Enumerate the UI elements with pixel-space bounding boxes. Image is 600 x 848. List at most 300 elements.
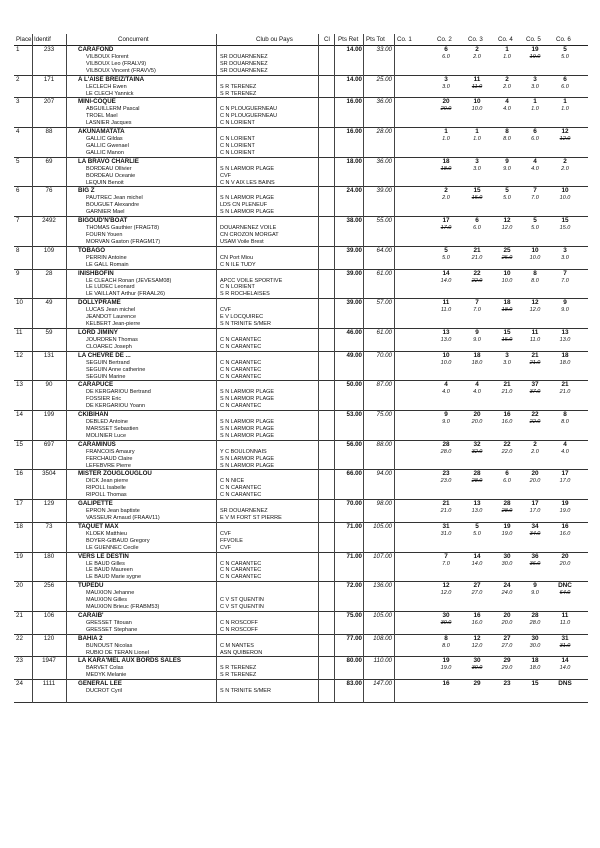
race-place-cell: 30 <box>531 634 539 642</box>
row-crew-line <box>14 604 588 611</box>
pts-ret-cell: 16.00 <box>346 128 362 136</box>
race-place-cell: 9 <box>444 411 448 419</box>
race-place-cell: 22 <box>473 269 481 277</box>
crew-name: BARVET Colas <box>86 665 124 672</box>
race-place-cell: 20 <box>442 98 450 106</box>
crew-name: FRANCOIS Amaury <box>86 448 135 455</box>
race-points-cell: 18.0 <box>529 665 541 672</box>
club-name: C N CARANTEC <box>220 359 262 366</box>
race-place-cell: 31 <box>442 522 450 530</box>
race-points-cell: 21.0 <box>471 254 483 261</box>
crew-name: RIPOLL Isabelle <box>86 485 126 492</box>
pts-ret-cell: 71.00 <box>346 522 362 530</box>
race-points-cell: 2.0 <box>473 54 481 60</box>
race-place-cell: 14 <box>473 552 481 560</box>
race-place-cell: 18 <box>503 299 511 307</box>
crew-name: RUBIO DE TERAN Lionel <box>86 649 149 656</box>
race-points-cell: 8.0 <box>503 136 511 143</box>
race-place-cell: 2 <box>444 187 448 195</box>
race-place-cell: 23 <box>442 470 450 478</box>
pts-ret-cell: 66.00 <box>346 470 362 478</box>
club-name: C N ILE TUDY <box>220 261 256 268</box>
race-points-cell: 9.0 <box>561 307 569 314</box>
pts-tot-cell: 36.00 <box>376 157 392 165</box>
boat-name: MINI-COQUE <box>78 98 116 106</box>
row-crew-line <box>14 360 588 367</box>
race-points-cell: 17.0 <box>559 478 571 485</box>
crew-name: MORVAN Gaston (FRAGM17) <box>86 238 161 245</box>
race-points-cell: 21.0 <box>440 508 452 515</box>
crew-name: BOYER-GIBAUD Gregory <box>86 537 150 544</box>
race-place-cell: 18 <box>442 157 450 165</box>
row-main-line <box>14 582 588 590</box>
pts-ret-cell: 14.00 <box>346 46 362 53</box>
table-row <box>14 553 588 583</box>
club-name: CVF <box>220 530 231 537</box>
race-place-cell: 17 <box>442 217 450 225</box>
race-points-cell: 1.0 <box>473 136 481 143</box>
race-points-dropped: 12.0 <box>559 136 571 143</box>
race-points-cell: 3.0 <box>503 359 511 366</box>
race-place-cell: 21 <box>442 500 450 508</box>
header-co3: Co. 3 <box>468 36 483 43</box>
race-points-cell: 20.0 <box>529 478 541 485</box>
club-name: C N CARANTEC <box>220 485 262 492</box>
club-name: C V ST QUENTIN <box>220 603 264 610</box>
crew-name: BUNOUST Nicolas <box>86 642 133 649</box>
club-name: ASN QUIBERON <box>220 649 263 656</box>
race-points-dropped: 37.0 <box>529 389 541 396</box>
club-name: C N LORIENT <box>220 143 255 150</box>
boat-name: LORD JIMINY <box>78 328 118 336</box>
race-place-cell: 21 <box>503 381 511 389</box>
sail-number-cell: 49 <box>45 299 53 307</box>
row-crew-line <box>14 665 588 672</box>
pts-ret-cell: 77.00 <box>346 634 362 642</box>
row-main-line <box>14 470 588 478</box>
sail-number-cell: 256 <box>43 582 55 590</box>
race-points-cell: 30.0 <box>529 642 541 649</box>
race-points-cell: 13.0 <box>440 336 452 343</box>
place-cell: 13 <box>16 381 23 389</box>
race-place-cell: 12 <box>531 299 539 307</box>
crew-name: JOURDREN Thomas <box>86 336 138 343</box>
column-divider <box>66 34 67 703</box>
row-crew-line <box>14 561 588 568</box>
race-place-cell: 3 <box>475 157 479 165</box>
race-place-cell: 24 <box>503 582 511 590</box>
race-points-cell: 16.0 <box>559 530 571 537</box>
race-place-cell: 9 <box>505 157 509 165</box>
row-main-line <box>14 441 588 449</box>
row-main-line <box>14 680 588 688</box>
crew-name: JEANDOT Laurence <box>86 314 137 321</box>
race-place-cell: 21 <box>531 351 539 359</box>
sail-number-cell: 1111 <box>42 680 56 688</box>
row-main-line <box>14 553 588 561</box>
table-row <box>14 657 588 680</box>
race-points-cell: 10.0 <box>471 106 483 113</box>
pts-ret-cell: 49.00 <box>346 351 362 359</box>
table-row <box>14 411 588 441</box>
pts-ret-cell: 39.00 <box>346 269 362 277</box>
race-place-cell: 5 <box>475 522 479 530</box>
crew-name: BORDEAU Oceanie <box>86 172 136 179</box>
pts-tot-cell: 88.00 <box>376 440 392 448</box>
race-place-cell: 6 <box>563 75 567 83</box>
race-place-cell: 12 <box>561 128 569 136</box>
header-co1: Co. 1 <box>397 36 412 43</box>
row-crew-line <box>14 695 588 702</box>
club-name: S N LARMOR PLAGE <box>220 396 275 403</box>
race-points-dropped: 32.0 <box>471 448 483 455</box>
table-row <box>14 500 588 523</box>
race-points-dropped: 31.0 <box>559 642 571 649</box>
crew-name: DE KERGARIOU Yoann <box>86 403 146 410</box>
row-crew-line <box>14 307 588 314</box>
race-points-cell: 2.0 <box>561 165 569 172</box>
boat-name: CKIBIHAN <box>78 411 109 419</box>
pts-tot-cell: 25.00 <box>376 75 392 83</box>
table-row <box>14 217 588 247</box>
row-crew-line <box>14 91 588 98</box>
table-row <box>14 329 588 352</box>
crew-name: DE KERGARIOU Bertrand <box>86 389 151 396</box>
boat-name: VERS LE DESTIN <box>78 552 129 560</box>
row-crew-line <box>14 180 588 187</box>
sail-number-cell: 59 <box>45 328 53 336</box>
place-cell: 5 <box>16 157 20 165</box>
race-place-cell: 2 <box>563 157 567 165</box>
row-crew-line <box>14 284 588 291</box>
crew-name: LECLECH Ewen <box>86 83 127 90</box>
boat-name: CARAFOND <box>78 46 114 53</box>
race-points-dropped: 34.0 <box>529 530 541 537</box>
row-main-line <box>14 612 588 620</box>
row-crew-line <box>14 531 588 538</box>
race-place-cell: 27 <box>473 582 481 590</box>
race-place-cell: 14 <box>442 269 450 277</box>
sail-number-cell: 120 <box>43 634 55 642</box>
crew-name: RIPOLL Thomas <box>86 492 127 499</box>
row-main-line <box>14 98 588 106</box>
race-points-cell: 7.0 <box>473 307 481 314</box>
boat-name: LA BRAVO CHARLIE <box>78 157 139 165</box>
race-place-cell: 6 <box>505 470 509 478</box>
race-place-cell: 6 <box>533 128 537 136</box>
column-divider <box>216 34 217 703</box>
race-place-cell: 1 <box>563 98 567 106</box>
row-main-line <box>14 187 588 195</box>
place-cell: 6 <box>16 187 20 195</box>
race-place-cell: 19 <box>503 522 511 530</box>
club-name: C N LORIENT <box>220 149 255 156</box>
row-crew-line <box>14 255 588 262</box>
crew-name: MOLINIER Luce <box>86 432 127 439</box>
club-name: CVF <box>220 544 231 551</box>
club-name: C N V AIX LES BAINS <box>220 179 275 186</box>
race-points-cell: 28.0 <box>529 619 541 626</box>
crew-name: GALLIC Manon <box>86 149 124 156</box>
club-name: S N LARMOR PLAGE <box>220 462 275 469</box>
crew-name: MEDYK Melanie <box>86 672 127 679</box>
race-place-cell: 1 <box>475 128 479 136</box>
place-cell: 10 <box>16 299 23 307</box>
race-points-dropped: 64.0 <box>559 590 571 597</box>
race-place-cell: 9 <box>563 299 567 307</box>
sail-number-cell: 171 <box>43 75 55 83</box>
race-points-cell: 15.0 <box>559 225 571 232</box>
crew-name: VILBOUX Leo (FRALV9) <box>86 60 147 67</box>
place-cell: 19 <box>16 552 23 560</box>
boat-name: TUPEDU <box>78 582 104 590</box>
table-row <box>14 352 588 382</box>
race-place-cell: 28 <box>442 440 450 448</box>
race-place-cell: 23 <box>503 680 511 688</box>
race-points-cell: 14.0 <box>440 277 452 284</box>
place-cell: 17 <box>16 500 23 508</box>
crew-name: MAUXION Jehanne <box>86 590 135 597</box>
row-crew-line <box>14 61 588 68</box>
race-place-cell: 20 <box>561 552 569 560</box>
club-name: C N CARANTEC <box>220 336 262 343</box>
club-name: LDS CN PLENEUF <box>220 202 268 209</box>
row-crew-line <box>14 463 588 470</box>
race-place-cell: 16 <box>442 680 450 688</box>
race-points-dropped: 11.0 <box>471 83 483 90</box>
column-divider <box>363 34 364 703</box>
race-place-cell: 4 <box>505 98 509 106</box>
row-crew-line <box>14 54 588 61</box>
crew-name: LE GUENNEC Cecile <box>86 544 139 551</box>
row-crew-line <box>14 433 588 440</box>
race-points-cell: 20.0 <box>471 419 483 426</box>
crew-name: GALLIC Gwenael <box>86 143 129 150</box>
race-points-cell: 4.0 <box>473 389 481 396</box>
race-points-dropped: 25.0 <box>501 254 513 261</box>
club-name: FFVOILE <box>220 537 243 544</box>
sail-number-cell: 2492 <box>42 217 56 225</box>
club-name: S N LARMOR PLAGE <box>220 425 275 432</box>
crew-name: LE BAUD Marie sygne <box>86 574 142 581</box>
header-identif: Identif <box>34 36 51 43</box>
pts-ret-cell: 83.00 <box>346 680 362 688</box>
pts-tot-cell: 36.00 <box>376 98 392 106</box>
race-place-cell: 13 <box>561 328 569 336</box>
table-row <box>14 523 588 553</box>
race-place-cell: 20 <box>531 470 539 478</box>
club-name: C M NANTES <box>220 642 254 649</box>
pts-ret-cell: 39.00 <box>346 299 362 307</box>
crew-name: MARSSET Sebastien <box>86 425 139 432</box>
race-points-cell: 10.0 <box>559 195 571 202</box>
header-co4: Co. 4 <box>498 36 513 43</box>
race-points-cell: 6.0 <box>561 83 569 90</box>
table-row <box>14 441 588 471</box>
crew-name: KLOEK Matthieu <box>86 530 127 537</box>
race-place-cell: 14 <box>561 657 569 665</box>
race-place-cell: 30 <box>503 552 511 560</box>
sail-number-cell: 3504 <box>42 470 56 478</box>
race-points-dropped: 30.0 <box>471 665 483 672</box>
race-points-cell: 8.0 <box>531 277 539 284</box>
header-place: Place <box>16 36 32 43</box>
boat-name: TAQUET MAX <box>78 522 119 530</box>
race-place-cell: 5 <box>533 217 537 225</box>
race-points-dropped: 36.0 <box>529 560 541 567</box>
header-co6: Co. 6 <box>556 36 571 43</box>
club-name: CN CROZON MORGAT <box>220 232 279 239</box>
race-points-cell: 16.0 <box>501 419 513 426</box>
race-place-cell: 37 <box>531 381 539 389</box>
race-points-cell: 11.0 <box>529 336 541 343</box>
race-points-dropped: 18.0 <box>501 307 513 314</box>
pts-tot-cell: 94.00 <box>376 470 392 478</box>
club-name: S N TRINITE S/MER <box>220 688 271 695</box>
club-name: S N LARMOR PLAGE <box>220 455 275 462</box>
race-place-cell: 13 <box>442 328 450 336</box>
race-place-cell: 22 <box>531 411 539 419</box>
sail-number-cell: 199 <box>43 411 55 419</box>
race-points-cell: 2.0 <box>531 448 539 455</box>
place-cell: 4 <box>16 128 20 136</box>
club-name: S N LARMOR PLAGE <box>220 432 275 439</box>
row-crew-line <box>14 389 588 396</box>
row-crew-line <box>14 173 588 180</box>
crew-name: LE VAILLANT Arthur (FRAAL26) <box>86 291 165 298</box>
place-cell: 22 <box>16 634 23 642</box>
race-place-cell: 30 <box>442 611 450 619</box>
race-points-cell: 20.0 <box>559 560 571 567</box>
row-main-line <box>14 500 588 508</box>
race-points-cell: 27.0 <box>471 590 483 597</box>
club-name: CVF <box>220 307 231 314</box>
row-crew-line <box>14 143 588 150</box>
race-points-cell: 27.0 <box>501 642 513 649</box>
race-points-cell: 21.0 <box>559 389 571 396</box>
row-crew-line <box>14 68 588 75</box>
race-place-cell: 12 <box>503 217 511 225</box>
pts-ret-cell: 39.00 <box>346 246 362 254</box>
row-main-line <box>14 217 588 225</box>
race-place-cell: 36 <box>531 552 539 560</box>
race-place-cell: 18 <box>473 351 481 359</box>
race-points-dropped: 21.0 <box>529 359 541 366</box>
race-points-cell: 1.0 <box>503 54 511 60</box>
crew-name: VILBOUX Vincent (FRAVV5) <box>86 67 156 74</box>
row-crew-line <box>14 225 588 232</box>
race-place-cell: 20 <box>473 411 481 419</box>
row-crew-line <box>14 396 588 403</box>
race-points-dropped: 30.0 <box>440 619 452 626</box>
pts-tot-cell: 107.00 <box>373 552 392 560</box>
race-points-cell: 5.0 <box>561 54 569 60</box>
race-points-cell: 22.0 <box>501 448 513 455</box>
crew-name: LUCAS Jean michel <box>86 307 136 314</box>
pts-ret-cell: 24.00 <box>346 187 362 195</box>
race-points-cell: 3.0 <box>473 165 481 172</box>
club-name: C N ROSCOFF <box>220 626 258 633</box>
race-place-cell: 8 <box>533 269 537 277</box>
race-place-cell: 7 <box>533 187 537 195</box>
race-place-cell: 2 <box>475 46 479 53</box>
race-points-cell: 3.0 <box>442 83 450 90</box>
race-place-cell: 17 <box>561 470 569 478</box>
crew-name: VASSEUR Arnaud (FRAAV11) <box>86 514 160 521</box>
sail-number-cell: 73 <box>45 522 53 530</box>
boat-name: AKUNAMATATA <box>78 128 125 136</box>
race-points-cell: 3.0 <box>531 83 539 90</box>
boat-name: LA CHEVRE DE ... <box>78 351 131 359</box>
table-row <box>14 247 588 270</box>
race-place-cell: 7 <box>563 269 567 277</box>
place-cell: 16 <box>16 470 23 478</box>
crew-name: LE BAUD Maureen <box>86 567 133 574</box>
row-crew-line <box>14 202 588 209</box>
club-name: S N LARMOR PLAGE <box>220 389 275 396</box>
club-name: C N CARANTEC <box>220 560 262 567</box>
race-points-cell: 2.0 <box>503 83 511 90</box>
crew-name: DEBLED Antoine <box>86 419 128 426</box>
crew-name: DUCROT Cyril <box>86 688 122 695</box>
place-cell: 3 <box>16 98 20 106</box>
club-name: C N CARANTEC <box>220 373 262 380</box>
sail-number-cell: 106 <box>43 611 55 619</box>
pts-tot-cell: 61.00 <box>376 328 392 336</box>
race-points-cell: 13.0 <box>471 508 483 515</box>
header-pts-tot: Pts Tot <box>366 36 385 43</box>
column-divider <box>334 34 335 703</box>
race-place-cell: 19 <box>531 46 539 53</box>
race-place-cell: 11 <box>561 611 569 619</box>
race-place-cell: 7 <box>475 299 479 307</box>
row-crew-line <box>14 449 588 456</box>
crew-name: LASNIER Jacques <box>86 120 132 127</box>
race-points-cell: 10.0 <box>529 254 541 261</box>
race-place-cell: 1 <box>444 128 448 136</box>
crew-name: LE CLECH Yannick <box>86 90 134 97</box>
pts-tot-cell: 105.00 <box>373 611 392 619</box>
club-name: APCC VOILE SPORTIVE <box>220 277 283 284</box>
race-points-cell: 19.0 <box>440 665 452 672</box>
race-points-dropped: 17.0 <box>440 225 452 232</box>
race-points-dropped: 28.0 <box>471 478 483 485</box>
table-row <box>14 128 588 158</box>
crew-name: MAUXION Brieuc (FRABM53) <box>86 603 160 610</box>
race-place-cell: 4 <box>475 381 479 389</box>
boat-name: BAHIA 2 <box>78 634 103 642</box>
race-place-cell: 10 <box>503 269 511 277</box>
pts-ret-cell: 53.00 <box>346 411 362 419</box>
row-crew-line <box>14 367 588 374</box>
crew-name: LE BAUD Gilles <box>86 560 125 567</box>
row-main-line <box>14 158 588 166</box>
row-crew-line <box>14 120 588 127</box>
row-crew-line <box>14 195 588 202</box>
race-points-cell: 5.0 <box>442 254 450 261</box>
race-points-cell: 7.0 <box>561 277 569 284</box>
sail-number-cell: 697 <box>43 440 55 448</box>
pts-tot-cell: 33.00 <box>376 46 392 53</box>
row-crew-line <box>14 314 588 321</box>
race-place-cell: 15 <box>473 187 481 195</box>
race-place-cell: 10 <box>561 187 569 195</box>
race-place-cell: 1 <box>533 98 537 106</box>
row-crew-line <box>14 478 588 485</box>
race-place-cell: 9 <box>533 582 537 590</box>
header-cl: Cl <box>324 36 330 43</box>
race-place-cell: 10 <box>473 98 481 106</box>
